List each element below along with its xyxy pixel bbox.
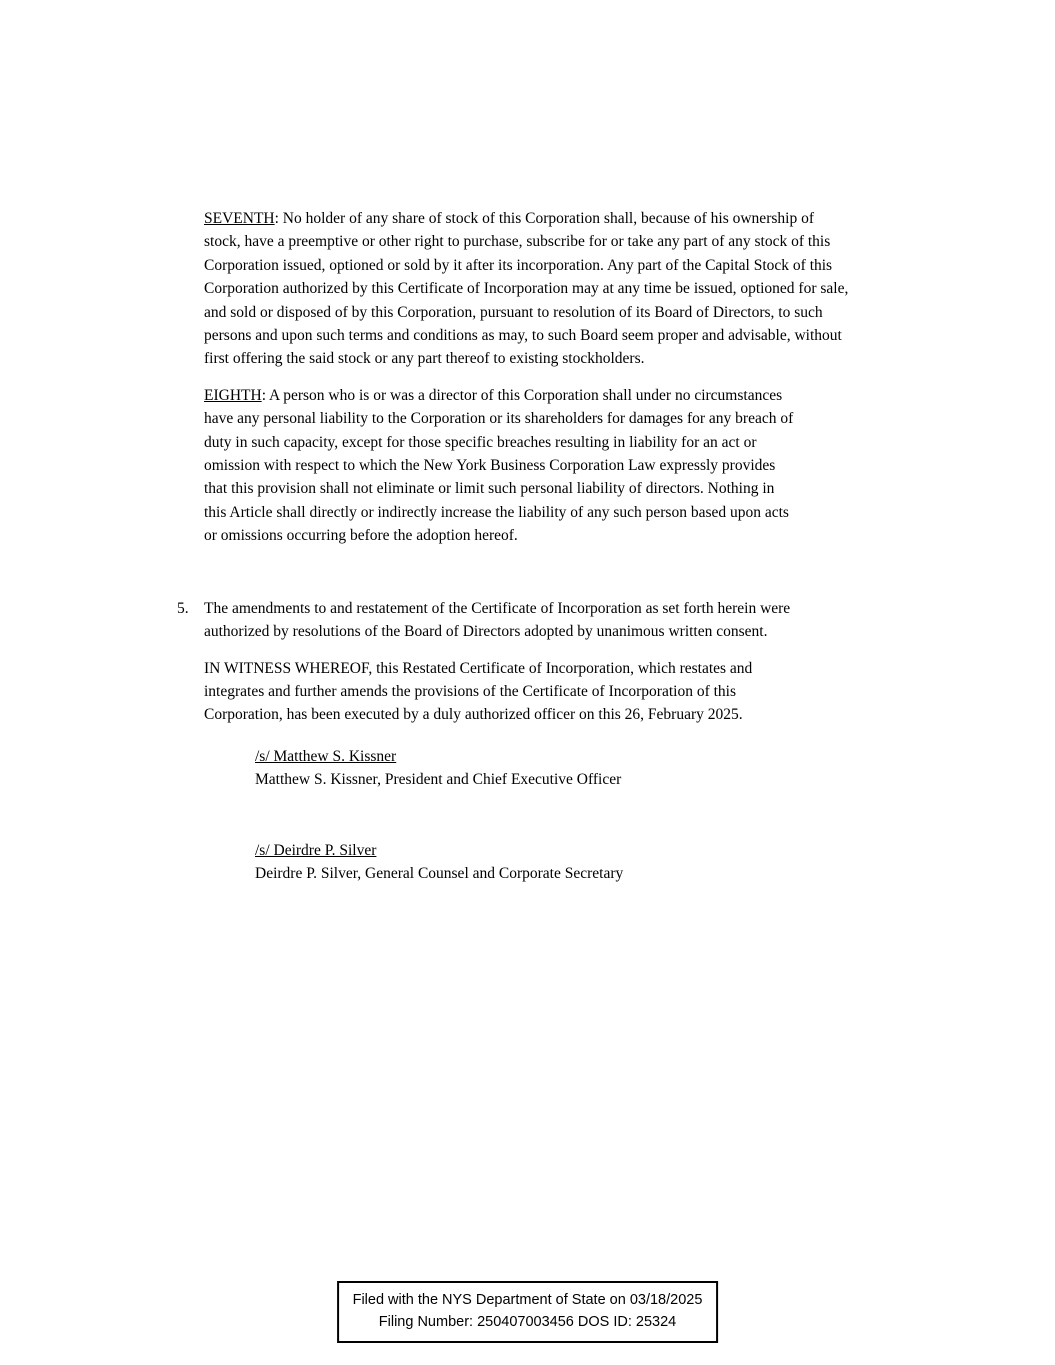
article-seventh-text: : No holder of any share of stock of this Corporation shall, because of his ownership of stock, have a preemptive or other right to purchase, subscribe for or take any part of any stock of this Corporation issued, optioned or sold by it after its incorporation. Any part of the Capital Stock of this Corporation authorized by this Certificate of Incorporation may at any time be issued, optioned for sale, and sold or disposed of by this Corporation, pursuant to resolution of its Board of Directors, to such persons and upon such terms and conditions as may, to such Board seem proper and advisable, without first offering the said stock or any part thereof to existing stockholders.: [204, 210, 849, 368]
article-eighth-heading: EIGHTH: [204, 386, 262, 404]
signature-line-2: /s/ Deirdre P. Silver: [255, 841, 377, 859]
item-5-text: The amendments to and restatement of the Certificate of Incorporation as set forth herein were authorized by resolutions of the Board of Directors adopted by unanimous written consent.: [204, 599, 791, 641]
witness-paragraph: IN WITNESS WHEREOF, this Restated Certificate of Incorporation, which restates and integrates and further amends the provisions of the Certificate of Incorporation of this Corporation, has been executed by a duly authorized officer on this 26, February 2025.: [204, 659, 753, 724]
numbered-item-5: [177, 597, 837, 644]
item-5-number: 5.: [177, 599, 189, 617]
filing-stamp-line2: Filing Number: 250407003456 DOS ID: 25324: [378, 1314, 677, 1330]
filing-stamp-box: [337, 1281, 719, 1343]
article-seventh-heading: SEVENTH: [204, 210, 275, 227]
article-seventh-paragraph: [204, 207, 849, 371]
article-eighth-paragraph: [204, 384, 796, 548]
signature-line-1: /s/ Matthew S. Kissner: [255, 747, 397, 765]
signature-block-2: [255, 839, 935, 886]
filing-stamp-line1: Filed with the NYS Department of State on 03/18/2025: [352, 1292, 703, 1308]
article-eighth-text: : A person who is or was a director of this Corporation shall under no circumstances have any personal liability to the Corporation or its shareholders for damages for any breach of duty in such capacity, except for those specific breaches resulting in liability for an act or omission with respect to which the New York Business Corporation Law expressly provides that this provision shall not eliminate or limit such personal liability of directors. Nothing in this Article shall directly or indirectly increase the liability of any such person based upon acts or omissions occurring before the adoption hereof.: [204, 386, 794, 545]
signature-name-title-2: Deirdre P. Silver, General Counsel and Corporate Secretary: [255, 864, 624, 882]
signature-name-title-1: Matthew S. Kissner, President and Chief Executive Officer: [255, 771, 622, 789]
signature-block-1: [255, 745, 935, 792]
document-content: [177, 207, 935, 885]
